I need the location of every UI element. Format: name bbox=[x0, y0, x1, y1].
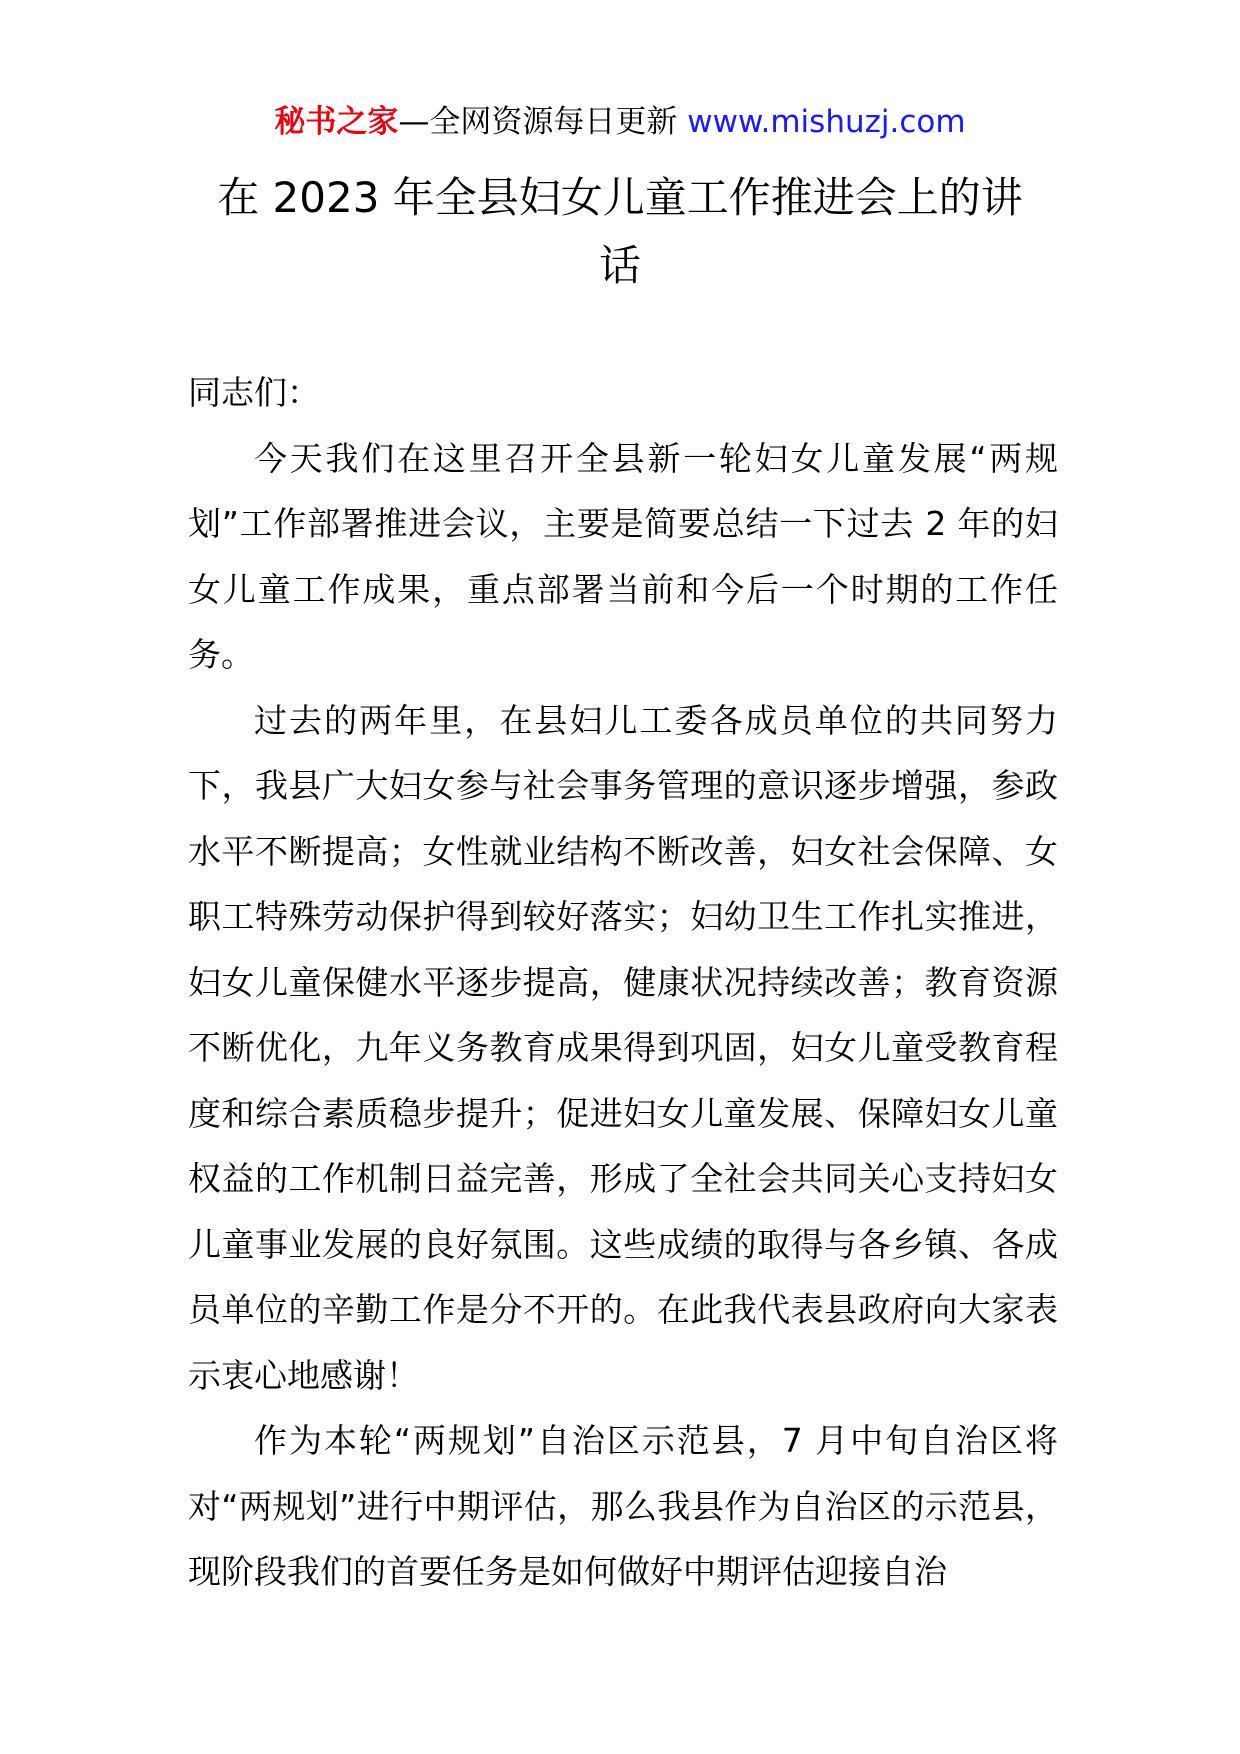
site-tagline: —全网资源每日更新 bbox=[398, 104, 678, 140]
site-header bbox=[0, 100, 1240, 144]
paragraph: 过去的两年里，在县妇儿工委各成员单位的共同努力下，我县广大妇女参与社会事务管理的意识逐步增强，参政水平不断提高；女性就业结构不断改善，妇女社会保障、女职工特殊劳动保护得到较好落实；妇幼卫生工作扎实推进，妇女儿童保健水平逐步提高，健康状况持续改善；教育资源不断优化，九年义务教育成果得到巩固，妇女儿童受教育程度和综合素质稳步提升；促进妇女儿童发展、保障妇女儿童权益的工作机制日益完善，形成了全社会共同关心支持妇女儿童事业发展的良好氛围。这些成绩的取得与各乡镇、各成员单位的辛勤工作是分不开的。在此我代表县政府向大家表示衷心地感谢！ bbox=[188, 700, 1058, 1395]
site-url-link[interactable]: www.mishuzj.com bbox=[687, 104, 966, 140]
salutation: 同志们： bbox=[188, 373, 320, 412]
document-body bbox=[188, 360, 1058, 1605]
paragraph: 今天我们在这里召开全县新一轮妇女儿童发展“两规划”工作部署推进会议，主要是简要总结一下过去 2 年的妇女儿童工作成果，重点部署当前和今后一个时期的工作任务。 bbox=[188, 438, 1058, 674]
paragraph: 作为本轮“两规划”自治区示范县，7 月中旬自治区将对“两规划”进行中期评估，那么我县作为自治区的示范县，现阶段我们的首要任务是如何做好中期评估迎接自治 bbox=[188, 1421, 1058, 1591]
document-title: 在 2023 年全县妇女儿童工作推进会上的讲话 bbox=[217, 173, 1023, 290]
site-brand: 秘书之家 bbox=[274, 104, 399, 140]
